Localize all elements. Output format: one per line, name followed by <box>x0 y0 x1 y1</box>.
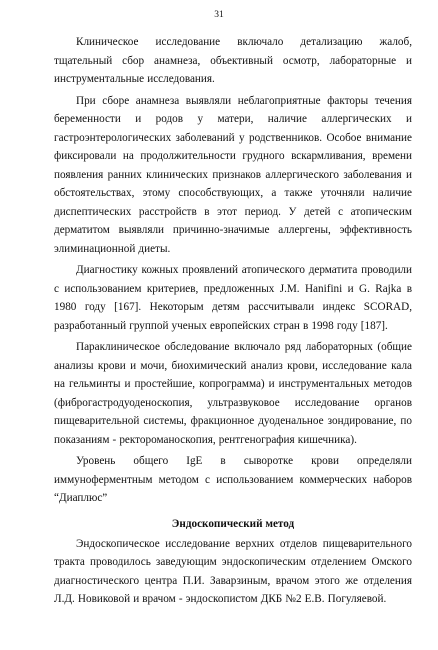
paragraph-anamnesis: При сборе анамнеза выявляли неблагоприятные факторы течения беременности и родов у матери, наличие аллергических и гастроэнтерологических заболеваний у родственников. Особое внимание фиксировали на продолжительности грудного вскармливания, времени появления ранних клинических признаков аллергического заболевания и обстоятельствах, этому способствующих, а также уточняли наличие диспептических расстройств в этот период. У детей с атопическим дерматитом выявляли причинно-значимые аллергены, эффективность элиминационной диеты. <box>54 94 412 255</box>
page-number: 31 <box>214 10 224 20</box>
paragraph-dermatitis-diagnostics: Диагностику кожных проявлений атопического дерматита проводили с использованием критериев, предложенных J.M. Hanifini и G. Rajka в 1980 году [167]. Некоторым детям рассчитывали индекс SCORAD, разработанный группой ученых европейских стран в 1998 году [187]. <box>54 264 412 332</box>
paragraph-ige-level: Уровень общего IgE в сыворотке крови определяли иммуноферментным методом с использованием коммерческих наборов “Диаплюс” <box>54 455 412 504</box>
body-text <box>54 33 412 609</box>
paragraph-paraclinical-exam: Параклиническое обследование включало ряд лабораторных (общие анализы крови и мочи, биохимический анализ крови, исследование кала на гельминты и простейшие, копрограмма) и инструментальных методов (фиброгастродуоденоскопия, ультразвуковое исследование органов пищеварительной системы, фракционное дуоденальное зондирование, по показаниям - ректороманоскопия, рентгенография кишечника). <box>54 341 412 446</box>
paragraph-endoscopy: Эндоскопическое исследование верхних отделов пищеварительного тракта проводилось заведующим эндоскопическим отделением Омского диагностического центра П.И. Заварзиным, врачом этого же отделения Л.Д. Новиковой и врачом - эндоскопистом ДКБ №2 Е.В. Погуляевой. <box>54 537 412 605</box>
section-heading: Эндоскопический метод <box>171 517 295 530</box>
paragraph-clinical-exam: Клиническое исследование включало детализацию жалоб, тщательный сбор анамнеза, объективный осмотр, лабораторные и инструментальные исследования. <box>54 36 412 85</box>
